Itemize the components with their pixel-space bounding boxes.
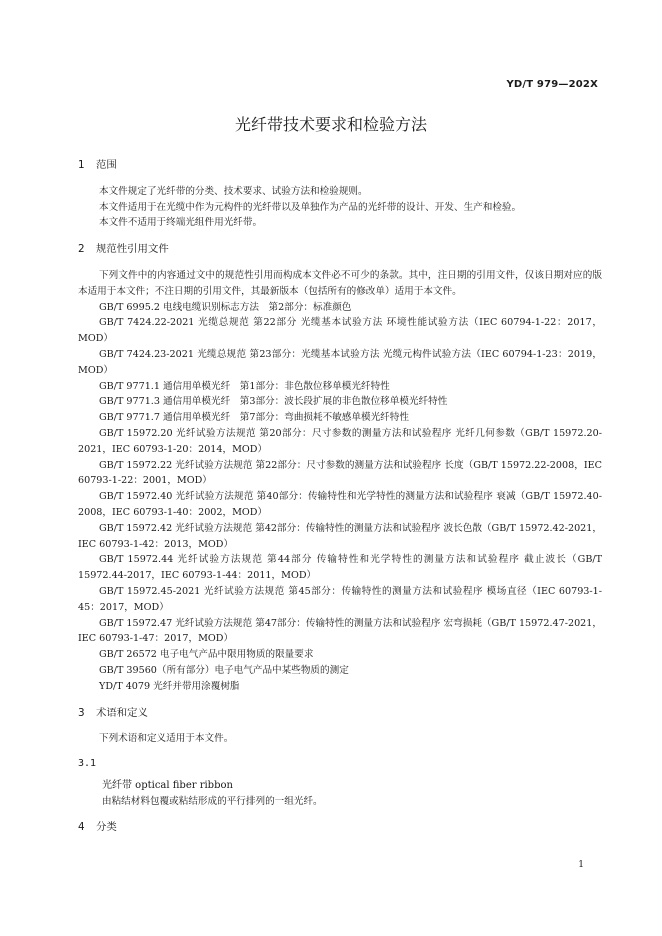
term-definition: 由粘结材料包覆或粘结形成的平行排列的一组光纤。 <box>102 795 323 807</box>
section-scope <box>78 158 602 231</box>
paragraph: 本文件规定了光纤带的分类、技术要求、试验方法和检验规则。 <box>99 185 368 197</box>
term-name: 光纤带 optical fiber ribbon <box>102 779 233 791</box>
paragraph: 下列术语和定义适用于本文件。 <box>99 733 234 745</box>
section-title: 规范性引用文件 <box>96 243 169 256</box>
section-classification <box>78 820 602 836</box>
reference-item: YD/T 4079 光纤并带用涂覆树脂 <box>99 680 240 692</box>
section-number: 1 <box>78 159 85 171</box>
paragraph: 本文件适用于在光缆中作为元构件的光纤带以及单独作为产品的光纤带的设计、开发、生产和检验。 <box>99 201 522 213</box>
section-title: 术语和定义 <box>96 706 148 719</box>
section-title: 分类 <box>96 821 117 834</box>
section-number: 3 <box>78 706 85 719</box>
section-heading <box>78 706 602 722</box>
document-title: 光纤带技术要求和检验方法 <box>234 115 427 134</box>
reference-item: GB/T 9771.3 通信用单模光纤 第3部分：波长段扩展的非色散位移单模光纤特性 <box>99 396 448 408</box>
section-number: 4 <box>78 821 85 834</box>
reference-item: GB/T 15972.42 光纤试验方法规范 第42部分：传输特性的测量方法和试验程序 波长色散（GB/T 15972.42-2021，IEC 60793-1-42：2013，MOD） <box>78 522 602 550</box>
reference-item: GB/T 7424.22-2021 光缆总规范 第22部分 光缆基本试验方法 环境性能试验方法（IEC 60794-1-22：2017，MOD） <box>78 317 602 345</box>
reference-item: GB/T 7424.23-2021 光缆总规范 第23部分：光缆基本试验方法 光缆元构件试验方法（IEC 60794-1-23：2019，MOD） <box>78 348 602 376</box>
reference-item: GB/T 9771.1 通信用单模光纤 第1部分：非色散位移单模光纤特性 <box>99 380 390 392</box>
paragraph: 本文件不适用于终端光组件用光纤带。 <box>99 217 263 229</box>
reference-item: GB/T 6995.2 电线电缆识别标志方法 第2部分：标准颜色 <box>99 301 352 313</box>
section-heading <box>78 158 602 174</box>
reference-item: GB/T 39560（所有部分）电子电气产品中某些物质的测定 <box>99 664 349 676</box>
page-number: 1 <box>578 860 584 870</box>
reference-item: GB/T 15972.44 光纤试验方法规范 第44部分 传输特性和光学特性的测量方法和试验程序 截止波长（GB/T 15972.44-2017，IEC 60793-1-44：2011，MOD） <box>78 554 602 582</box>
reference-item: GB/T 15972.47 光纤试验方法规范 第47部分：传输特性的测量方法和试验程序 宏弯损耗（GB/T 15972.47-2021，IEC 60793-1-47：2017，MOD） <box>78 617 602 645</box>
section-heading <box>78 242 602 258</box>
document-body <box>78 158 602 836</box>
reference-item: GB/T 26572 电子电气产品中限用物质的限量要求 <box>99 649 314 661</box>
section-number: 2 <box>78 243 85 256</box>
section-terms <box>78 706 602 810</box>
reference-item: GB/T 15972.40 光纤试验方法规范 第40部分：传输特性和光学特性的测量方法和试验程序 衰减（GB/T 15972.40-2008，IEC 60793-1-40：2002，MOD） <box>78 491 602 518</box>
reference-item: GB/T 15972.20 光纤试验方法规范 第20部分：尺寸参数的测量方法和试验程序 光纤几何参数（GB/T 15972.20-2021，IEC 60793-1-20：2014，MOD） <box>78 427 602 455</box>
reference-item: GB/T 15972.22 光纤试验方法规范 第22部分：尺寸参数的测量方法和试验程序 长度（GB/T 15972.22-2008，IEC 60793-1-22：2001，MOD） <box>78 459 602 487</box>
term-entry-number: 3.1 <box>78 758 97 770</box>
reference-item: GB/T 15972.45-2021 光纤试验方法规范 第45部分：传输特性的测量方法和试验程序 模场直径（IEC 60793-1-45：2017，MOD） <box>78 585 602 613</box>
paragraph: 下列文件中的内容通过文中的规范性引用而构成本文件必不可少的条款。其中，注日期的引用文件，仅该日期对应的版本适用于本文件；不注日期的引用文件，其最新版本（包括所有的修改单）适用于本文件。 <box>78 269 602 297</box>
section-normative-references <box>78 242 602 694</box>
document-code: YD/T 979—202X <box>506 79 598 90</box>
section-heading <box>78 820 602 836</box>
reference-item: GB/T 9771.7 通信用单模光纤 第7部分：弯曲损耗不敏感单模光纤特性 <box>99 412 409 424</box>
section-title: 范围 <box>96 159 117 171</box>
